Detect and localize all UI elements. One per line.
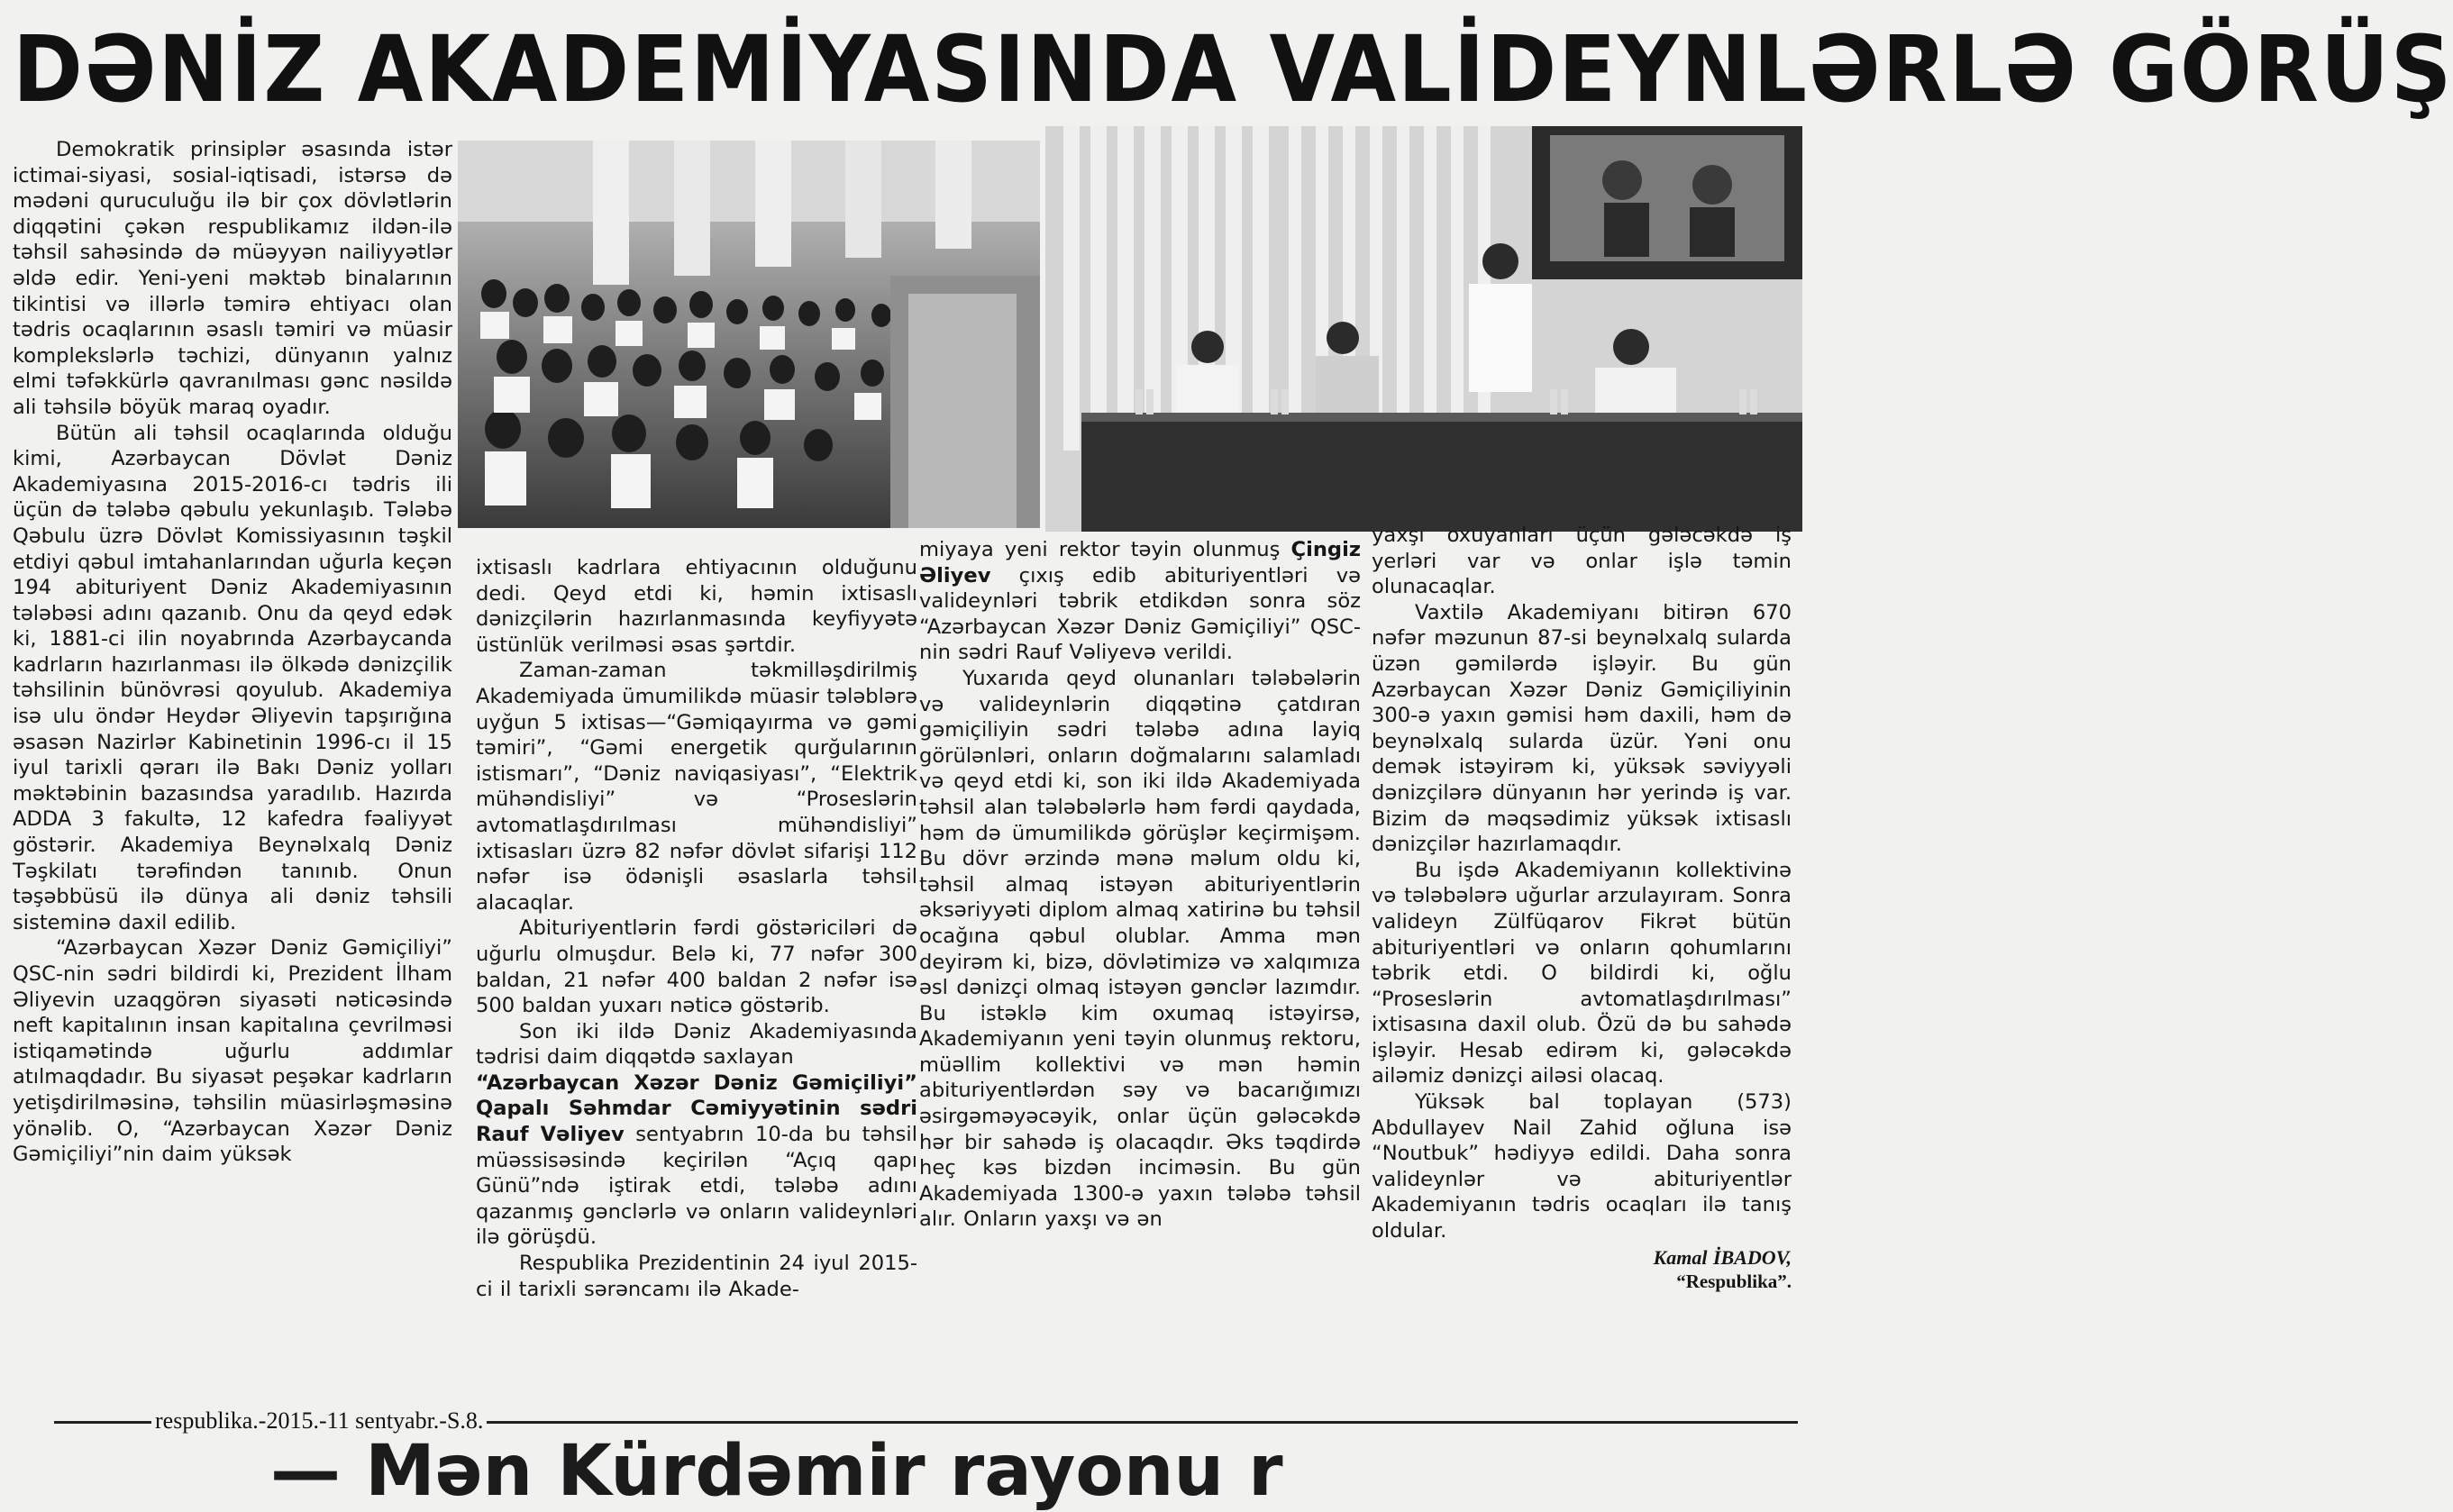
paragraph: Zaman-zaman təkmilləşdirilmiş Akademiyada ümumilikdə müasir tələblərə uyğun 5 ixtisas—“Gəmiqayırma və gəmi təmiri”, “Gəmi energetik qurğularının istismarı”, “Dəniz naviqasiyası”, “Elektrik mühəndisliyi” və “Proseslərin avtomatlaşdırılması mühəndisliyi” ixtisasları üzrə 82 nəfər dövlət sifarişi 112 nəfər isə ödənişli əsaslarla təhsil alacaqlar. (476, 659, 917, 915)
paragraph: Yüksək bal toplayan (573) Abdullayev Nail Zahid oğluna isə “Noutbuk” hədiyyə edildi. Daha sonra valideynlər və abituriyentlər Akademiyanın tədris ocaqları ilə tanış oldular. (1372, 1090, 1792, 1243)
paragraph: Son iki ildə Dəniz Akademiyasında tədrisi daim diqqətdə saxlayan (476, 1019, 917, 1070)
column-3 (919, 537, 1361, 1233)
paragraph (919, 537, 1361, 666)
text-run: miyaya yeni rektor təyin olunmuş (919, 538, 1281, 561)
auditorium-audience-photo (458, 141, 1040, 528)
paragraph: “Azərbaycan Xəzər Dəniz Gəmiçiliyi” QSC-nin sədri bildirdi ki, Prezident İlham Əliyevin uzaqgörən siyasəti nəticəsində neft kapitalının insan kapitalına çevrilməsi istiqamətində uğurlu addımlar atılmaqdadır. Bu siyasət peşəkar kadrların yetişdirilməsinə, təhsilin müasirləşməsinə yönəlib. O, “Azərbaycan Xəzər Dəniz Gəmiçiliyi”nin daim yüksək (13, 936, 452, 1167)
bold-name: “Azərbaycan Xəzər Dəniz Gəmiçiliyi” Qapalı Səhmdar Cəmiyyətinin sədri Rauf Vəliyev (476, 1070, 917, 1147)
column-4 (1372, 523, 1792, 1293)
paragraph: yaxşı oxuyanları üçün gələcəkdə iş yerləri var və onlar işlə təmin olunacaqlar. (1372, 524, 1792, 599)
paragraph: Demokratik prinsiplər əsasında istər ictimai-siyasi, sosial-iqtisadi, istərsə də mədəni quruculuğu ilə bir çox dövlətlərin diqqətini çəkən respublikamız ildən-ilə təhsil sahəsində də müəyyən nailiyyətlər əldə edir. Yeni-yeni məktəb binalarının tikintisi və illərlə təmirə ehtiyacı olan tədris ocaqlarının əsaslı təmiri və müasir komplekslərlə təchizi, dünyanın yalnız elmi təfəkkürlə qavranılması gənc nəsildə ali təhsilə böyük maraq oyadır. (13, 138, 452, 419)
text-run: sentyabrın 10-da bu təhsil müəssisəsində keçirilən “Açıq qapı Günü”ndə iştirak etdi, tələbə adını qazanmış gənclərlə və onların valideynləri ilə görüşdü. (476, 1123, 917, 1250)
presidium-speaker-photo (1045, 126, 1802, 532)
headline: DƏNİZ AKADEMİYASINDA VALİDEYNLƏRLƏ GÖRÜŞ (13, 16, 2453, 123)
publication-name: “Respublika”. (1676, 1270, 1792, 1292)
paragraph: ixtisaslı kadrlara ehtiyacının olduğunu dedi. Qeyd etdi ki, həmin ixtisaslı dənizçilərin hazırlanmasında keyfiyyətə üstünlük verilməsi əsas şərtdir. (476, 556, 917, 657)
paragraph: Abituriyentlərin fərdi göstəriciləri də uğurlu olmuşdur. Belə ki, 77 nəfər 300 baldan, 21 nəfər 400 baldan 2 nəfər isə 500 baldan yuxarı nəticə göstərib. (476, 916, 917, 1018)
author-byline: Kamal İBADOV, (1653, 1245, 1792, 1269)
column-1 (13, 137, 452, 1168)
column-2 (476, 555, 917, 1302)
text-run: çıxış edib abituriyentləri və valideynləri təbrik etdikdən sonra söz “Azərbaycan Xəzər Dəniz Gəmiçiliyi” QSC-nin sədri Rauf Vəliyevə verildi. (919, 563, 1361, 665)
paragraph: Respublika Prezidentinin 24 iyul 2015-ci il tarixli sərəncamı ilə Akade- (476, 1252, 917, 1301)
source-citation: respublika.-2015.-11 sentyabr.-S.8. (151, 1407, 487, 1435)
paragraph: Bütün ali təhsil ocaqlarında olduğu kimi, Azərbaycan Dövlət Dəniz Akademiyasına 2015-2016-cı tədris ili üçün də tələbə qəbulu yekunlaşıb. Tələbə Qəbulu üzrə Dövlət Komissiyasının təşkil etdiyi qəbul imtahanlarından uğurla keçən 194 abituriyent Dəniz Akademiyasının tələbəsi adını qazanıb. Onu da qeyd edək ki, 1881-ci ilin noyabrında Azərbaycanda kadrların hazırlanması ilə ölkədə dənizçilik təhsilinin bünövrəsi qoyulub. Akademiya isə ulu öndər Heydər Əliyevin tapşırığına əsasən Nazirlər Kabinetinin 1996-cı il 15 iyul tarixli qərarı ilə Bakı Dəniz yolları məktəbinin bazasındsa yaradılıb. Hazırda ADDA 3 fakultə, 12 kafedra fəaliyyət göstərir. Akademiya Beynəlxalq Dəniz Təşkilatı tərəfindən tanınıb. Onun təşəbbüsü ilə dünya ali dəniz təhsili sisteminə daxil edilib. (13, 421, 452, 934)
paragraph (476, 1070, 917, 1251)
paragraph: Bu işdə Akademiyanın kollektivinə və tələbələrə uğurlar arzulayıram. Sonra valideyn Zülfüqarov Fikrət bütün abituriyentləri və onların qohumlarını təbrik etdi. O bildirdi ki, oğlu “Proseslərin avtomatlaşdırılması” ixtisasına daxil olub. Özü də bu sahədə işləyir. Hesab edirəm ki, gələcəkdə ailəmiz dənizçi ailəsi olacaq. (1372, 858, 1792, 1088)
bold-name: Çingiz Əliyev (919, 538, 1361, 587)
next-article-headline: — Mən Kürdəmir rayonu r (270, 1431, 1283, 1512)
paragraph: Vaxtilə Akademiyanı bitirən 670 nəfər məzunun 87-si beynəlxalq sularda üzən gəmilərdə işləyir. Bu gün Azərbaycan Xəzər Dəniz Gəmiçiliyinin 300-ə yaxın gəmisi həm daxili, həm də beynəlxalq sularda üzür. Yəni onu demək istəyirəm ki, yüksək səviyyəli dənizçilərə dünyanın hər yerində iş var. Bizim də məqsədimiz yüksək ixtisaslı dənizçilər hazırlamaqdır. (1372, 600, 1792, 857)
paragraph: Yuxarıda qeyd olunanları tələbələrin və valideynlərin diqqətinə çatdıran gəmiçiliyin sədri tələbə adına layiq görülənləri, onların doğmalarını salamladı və qeyd etdi ki, son iki ildə Akademiyada təhsil alan tələbələrlə həm fərdi qaydada, həm də ümumilikdə görüşlər keçirmişəm. Bu dövr ərzində mənə məlum oldu ki, təhsil almaq istəyən abituriyentlərin əksəriyyəti diplom almaq xatirinə bu təhsil ocağına qəbul olublar. Amma mən deyirəm ki, bizə, dövlətimizə və xalqımıza əsl dənizçi olmaq istəyən gənclər lazımdır. Bu istəklə kim oxumaq istəyirsə, Akademiyanın yeni təyin olunmuş rektoru, müəllim kollektivi və mən həmin abituriyentlərdən səy və bacarığımızı əsirgəməyəcəyik, onlar üçün gələcəkdə hər bir sahədə iş olacaqdır. Əks təqdirdə heç kəs bizdən inciməsin. Bu gün Akademiyada 1300-ə yaxın tələbə təhsil alır. Onların yaxşı və ən (919, 666, 1361, 1232)
